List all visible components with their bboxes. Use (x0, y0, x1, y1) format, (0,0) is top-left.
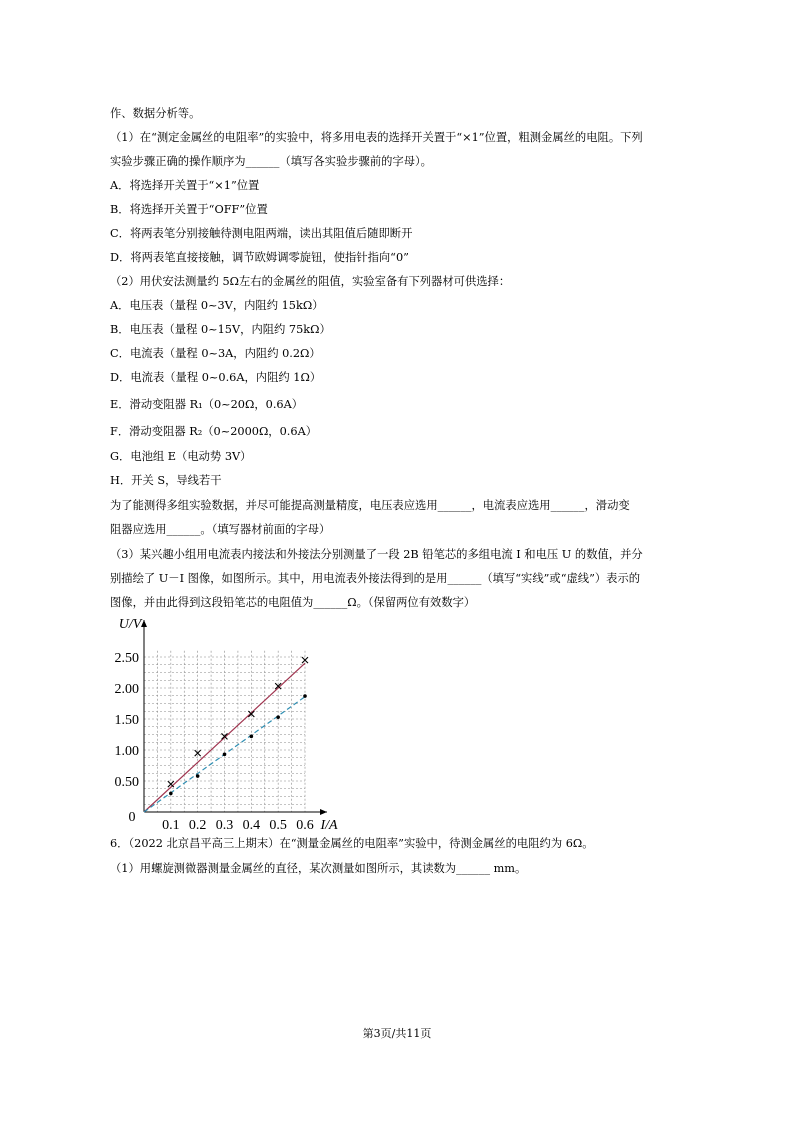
question-6-title: 6．（2022 北京昌平高三上期末）在“测量金属丝的电阻率”实验中，待测金属丝的电阻约为 6Ω。 (110, 837, 594, 850)
option-a: A．将选择开关置于“×1”位置 (110, 179, 260, 192)
y-axis-label: U/V (118, 617, 142, 632)
u-i-graph (112, 614, 352, 834)
text-line: 图像，并由此得到这段铅笔芯的电阻值为______Ω。（保留两位有效数字） (110, 596, 476, 609)
x-axis-label: I/A (320, 818, 338, 833)
x-tick-label: 0.1 (162, 818, 180, 833)
origin-label: 0 (128, 810, 136, 825)
y-tick-label: 2.50 (114, 651, 139, 666)
text-line: 作、数据分析等。 (110, 107, 201, 120)
x-tick-label: 0.4 (242, 818, 261, 833)
equipment-a: A．电压表（量程 0~3V，内阻约 15kΩ） (110, 299, 324, 312)
equipment-g: G．电池组 E（电动势 3V） (110, 450, 252, 463)
solid-fit-line (144, 663, 305, 812)
data-point-dot (223, 753, 227, 757)
option-d: D．将两表笔直接接触，调节欧姆调零旋钮，使指针指向“0” (110, 251, 409, 264)
equipment-h: H．开关 S，导线若干 (110, 474, 222, 487)
equipment-d: D．电流表（量程 0~0.6A，内阻约 1Ω） (110, 371, 322, 384)
page-footer: 第3页/共11页 (362, 1027, 432, 1040)
text-line: 阻器应选用______。（填写器材前面的字母） (110, 523, 331, 536)
text-line: （1）用螺旋测微器测量金属丝的直径，某次测量如图所示，其读数为______ mm。 (110, 862, 527, 875)
option-b: B．将选择开关置于“OFF”位置 (110, 203, 268, 216)
equipment-f: F．滑动变阻器 R₂（0~2000Ω，0.6A） (110, 425, 318, 438)
text-line: 为了能测得多组实验数据，并尽可能提高测量精度，电压表应选用______，电流表应选用______，滑动变 (110, 499, 630, 512)
x-tick-label: 0.5 (269, 818, 287, 833)
equipment-b: B．电压表（量程 0~15V，内阻约 75kΩ） (110, 323, 331, 336)
text-line: （1）在“测定金属丝的电阻率”的实验中，将多用电表的选择开关置于“×1”位置，粗测金属丝的电阻。下列 (110, 131, 643, 144)
y-tick-label: 0.50 (114, 775, 139, 790)
y-tick-label: 1.50 (114, 713, 139, 728)
equipment-c: C．电流表（量程 0~3A，内阻约 0.2Ω） (110, 347, 321, 360)
data-point-dot (250, 735, 254, 739)
text-line: 实验步骤正确的操作顺序为______（填写各实验步骤前的字母）。 (110, 155, 432, 168)
x-tick-label: 0.6 (296, 818, 314, 833)
data-point-x (168, 781, 174, 787)
text-line: （2）用伏安法测量约 5Ω左右的金属丝的阻值，实验室备有下列器材可供选择： (110, 275, 511, 288)
x-axis-arrow (320, 809, 327, 815)
x-tick-label: 0.3 (215, 818, 234, 833)
y-tick-label: 2.00 (114, 682, 139, 697)
text-line: 别描绘了 U－I 图像，如图所示。其中，用电流表外接法得到的是用______（填写“实线”或“虚线”）表示的 (110, 572, 641, 585)
y-tick-label: 1.00 (114, 744, 139, 759)
equipment-e: E．滑动变阻器 R₁（0~20Ω，0.6A） (110, 398, 304, 411)
y-axis-arrow (141, 620, 147, 627)
data-point-dot (169, 792, 173, 796)
data-point-dot (196, 774, 200, 778)
data-point-dot (276, 715, 280, 719)
data-point-dot (303, 694, 307, 698)
x-tick-label: 0.2 (188, 818, 207, 833)
option-c: C．将两表笔分别接触待测电阻两端，读出其阻值后随即断开 (110, 227, 413, 240)
data-point-x (302, 657, 308, 663)
text-line: （3）某兴趣小组用电流表内接法和外接法分别测量了一段 2B 铅笔芯的多组电流 I 和电压 U 的数值，并分 (110, 548, 643, 561)
